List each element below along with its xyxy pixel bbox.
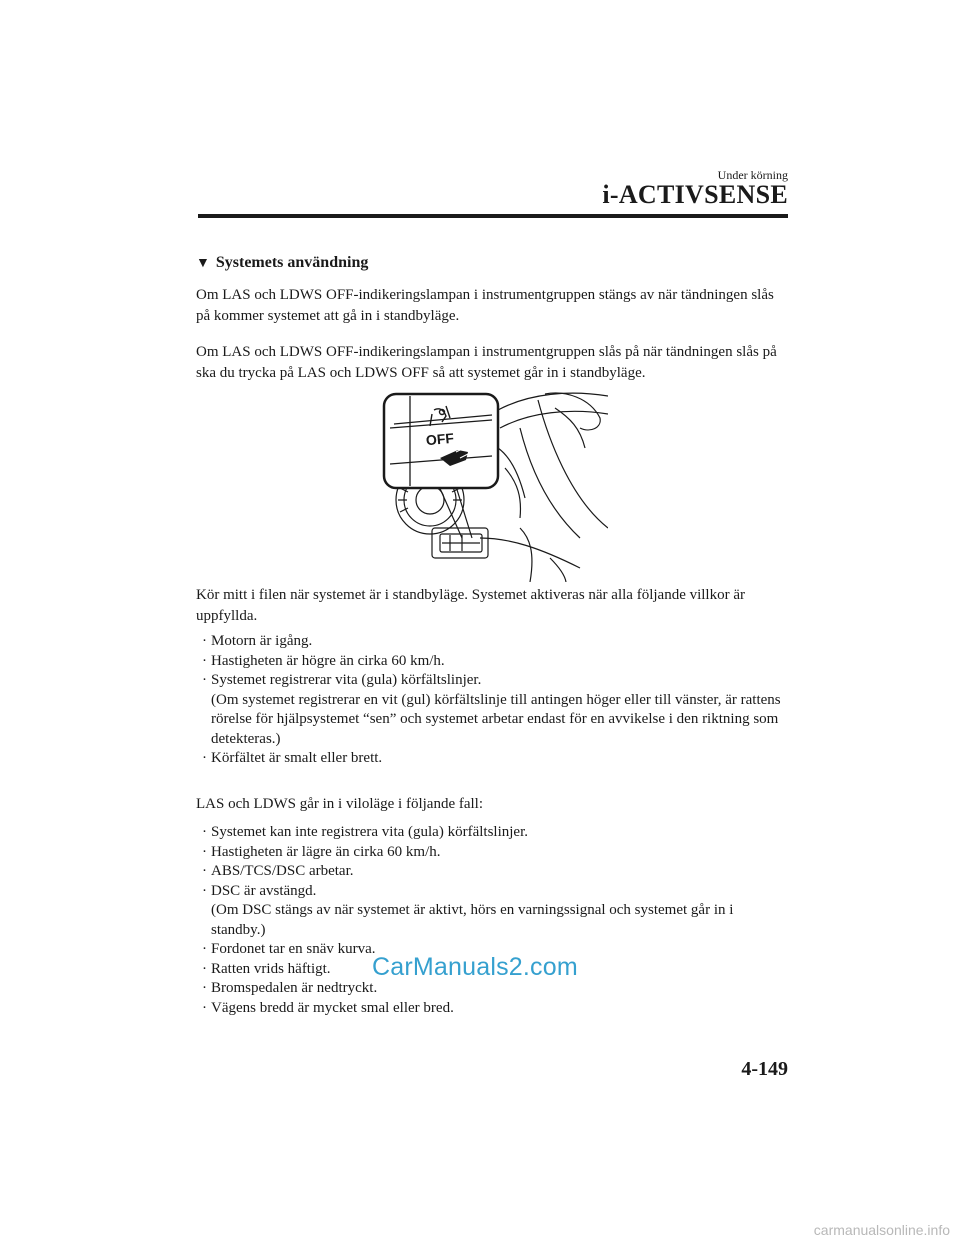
subheading-text: Systemets användning bbox=[215, 254, 369, 271]
list-item bbox=[200, 882, 790, 941]
list-item-text: Motorn är igång. bbox=[211, 633, 313, 649]
bullet-icon: · bbox=[202, 652, 207, 669]
off-button-label: OFF bbox=[425, 429, 455, 449]
bullet-icon: · bbox=[202, 633, 207, 649]
page-number: 4-149 bbox=[741, 1058, 788, 1080]
bullet-icon: · bbox=[202, 882, 207, 899]
paragraph-standby-on: Om LAS och LDWS OFF-indikeringslampan i instrumentgruppen slås på när tändningen slås på ska du trycka på LAS och LDWS OFF så att systemet går in i standbyläge. bbox=[196, 344, 777, 381]
list-item-text: Systemet registrerar vita (gula) körfältslinjer. bbox=[211, 672, 482, 688]
list-item-text: Fordonet tar en snäv kurva. bbox=[211, 941, 376, 957]
las-ldws-off-switch-illustration bbox=[380, 388, 608, 582]
bullet-icon: · bbox=[202, 999, 207, 1016]
bullet-icon: · bbox=[202, 750, 207, 766]
list-item-text: Körfältet är smalt eller brett. bbox=[211, 750, 383, 766]
list-item bbox=[200, 862, 790, 882]
bullet-icon: · bbox=[202, 672, 207, 688]
bullet-icon: · bbox=[202, 960, 207, 977]
paragraph-activation: Kör mitt i filen när systemet är i standbyläge. Systemet aktiveras när alla följande villkor är uppfyllda. bbox=[196, 587, 746, 624]
list-item-text: Hastigheten är högre än cirka 60 km/h. bbox=[211, 652, 445, 669]
list-item-text: Hastigheten är lägre än cirka 60 km/h. bbox=[211, 843, 441, 860]
list-item-text: Vägens bredd är mycket smal eller bred. bbox=[211, 999, 454, 1016]
triangle-down-icon: ▼ bbox=[196, 256, 210, 271]
list-item bbox=[200, 632, 790, 652]
list-item-text: Ratten vrids häftigt. bbox=[211, 960, 331, 977]
header-rule bbox=[198, 214, 788, 218]
list-item bbox=[200, 652, 790, 672]
bullet-icon: · bbox=[202, 941, 207, 957]
list-item bbox=[200, 999, 790, 1019]
footer-site-watermark: carmanualsonline.info bbox=[813, 1222, 950, 1238]
activation-conditions-list bbox=[200, 632, 790, 769]
paragraph-standby-cases: LAS och LDWS går in i viloläge i följande fall: bbox=[196, 796, 484, 812]
subheading bbox=[196, 254, 368, 272]
bullet-icon: · bbox=[202, 980, 207, 996]
chapter-title: Under körning bbox=[717, 168, 788, 182]
list-item bbox=[200, 749, 790, 769]
list-item-text: Systemet kan inte registrera vita (gula) körfältslinjer. bbox=[211, 824, 528, 840]
list-item bbox=[200, 671, 790, 749]
paragraph-standby-off: Om LAS och LDWS OFF-indikeringslampan i instrumentgruppen stängs av när tändningen slås på kommer systemet att gå in i standbyläge. bbox=[196, 287, 774, 324]
standby-cases-list bbox=[200, 823, 790, 1018]
bullet-icon: · bbox=[202, 863, 207, 879]
bullet-icon: · bbox=[202, 843, 207, 860]
list-item-note: (Om DSC stängs av när systemet är aktivt, hörs en varningssignal och systemet går in i standby.) bbox=[211, 902, 734, 938]
list-item bbox=[200, 823, 790, 843]
list-item-text: DSC är avstängd. bbox=[211, 882, 317, 899]
list-item bbox=[200, 843, 790, 863]
list-item-note: (Om systemet registrerar en vit (gul) körfältslinje till antingen höger eller till vänster, är rattens rörelse för hjälpsystemet “sen” och systemet arbetar endast för en avvikelse i den riktning som detekteras.) bbox=[211, 691, 781, 747]
section-title: i-ACTIVSENSE bbox=[602, 180, 788, 209]
list-item-text: ABS/TCS/DSC arbetar. bbox=[211, 863, 354, 879]
bullet-icon: · bbox=[202, 824, 207, 840]
watermark: CarManuals2.com bbox=[372, 953, 578, 981]
list-item-text: Bromspedalen är nedtryckt. bbox=[211, 980, 378, 996]
